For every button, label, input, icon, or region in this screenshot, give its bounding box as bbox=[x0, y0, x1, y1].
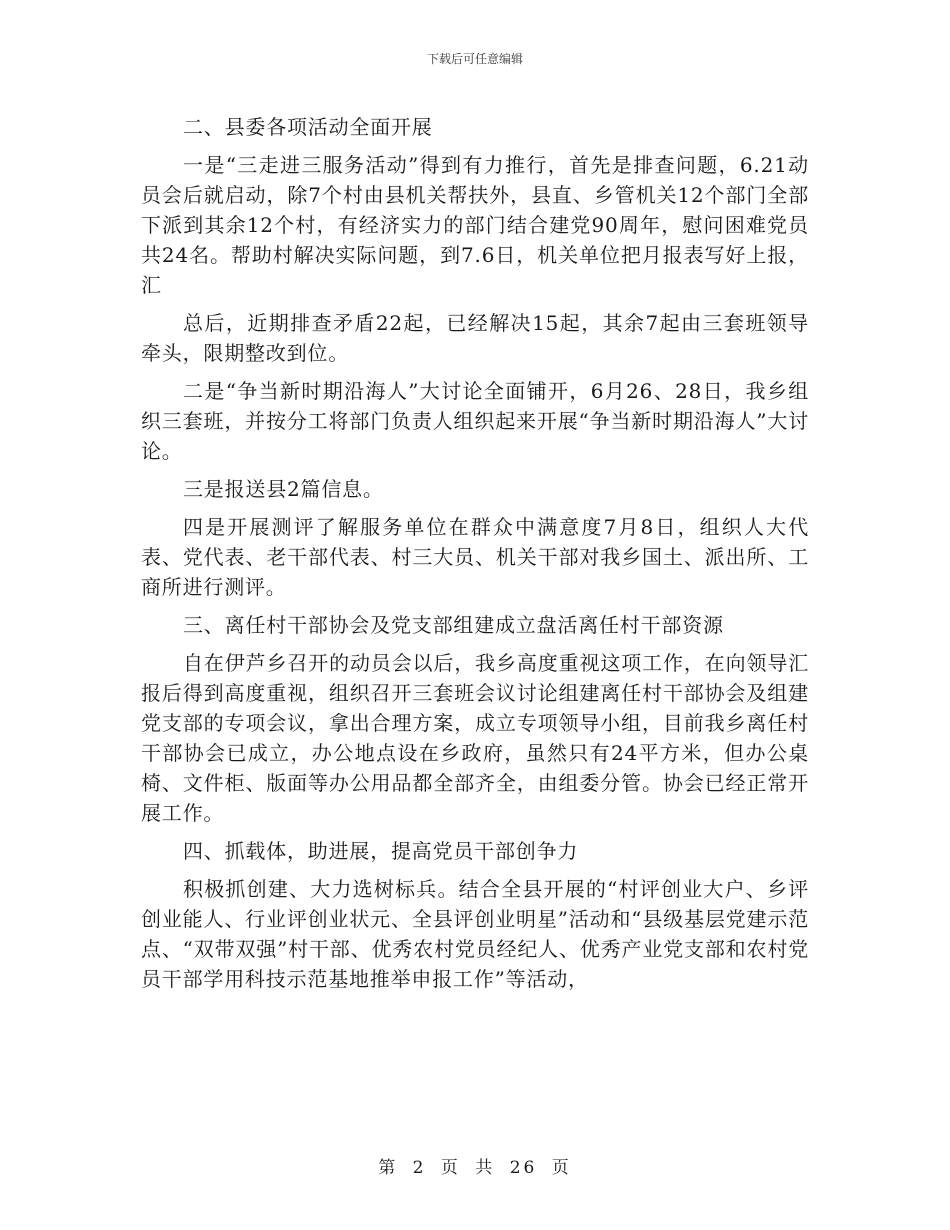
body-paragraph: 总后，近期排查矛盾22起，已经解决15起，其余7起由三套班领导牵头，限期整改到位。 bbox=[141, 311, 809, 365]
body-paragraph: 四是开展测评了解服务单位在群众中满意度7月8日，组织人大代表、党代表、老干部代表、村三大员、机关干部对我乡国土、派出所、工商所进行测评。 bbox=[141, 515, 809, 599]
section-heading: 二、县委各项活动全面开展 bbox=[183, 115, 433, 139]
body-paragraph: 三是报送县2篇信息。 bbox=[183, 477, 384, 501]
document-body bbox=[141, 112, 809, 1002]
body-paragraph: 一是“三走进三服务活动”得到有力推行，首先是排查问题，6.21动员会后就启动，除7个村由县机关帮扶外，县直、乡管机关12个部门全部下派到其余12个村，有经济实力的部门结合建党90周年，慰问困难党员共24名。帮助村解决实际问题，到7.6日，机关单位把月报表写好上报，汇 bbox=[141, 153, 809, 297]
body-paragraph: 自在伊芦乡召开的动员会以后，我乡高度重视这项工作，在向领导汇报后得到高度重视，组织召开三套班会议讨论组建离任村干部协会及组建党支部的专项会议，拿出合理方案，成立专项领导小组，目前我乡离任村干部协会已成立，办公地点设在乡政府，虽然只有24平方米，但办公桌椅、文件柜、版面等办公用品都全部齐全，由组委分管。协会已经正常开展工作。 bbox=[141, 651, 809, 825]
page-number: 第 2 页 共 26 页 bbox=[378, 1158, 572, 1178]
section-heading: 三、离任村干部协会及党支部组建成立盘活离任村干部资源 bbox=[183, 613, 724, 637]
body-paragraph: 积极抓创建、大力选树标兵。结合全县开展的“村评创业大户、乡评创业能人、行业评创业状元、全县评创业明星”活动和“县级基层党建示范点、“双带双强”村干部、优秀农村党员经纪人、优秀产业党支部和农村党员干部学用科技示范基地推举申报工作”等活动， bbox=[141, 877, 809, 991]
section-heading: 四、抓载体，助进展，提高党员干部创争力 bbox=[183, 839, 579, 863]
page-header-note: 下载后可任意编辑 bbox=[426, 52, 523, 66]
body-paragraph: 二是“争当新时期沿海人”大讨论全面铺开，6月26、28日，我乡组织三套班，并按分工将部门负责人组织起来开展“争当新时期沿海人”大讨论。 bbox=[141, 379, 809, 463]
